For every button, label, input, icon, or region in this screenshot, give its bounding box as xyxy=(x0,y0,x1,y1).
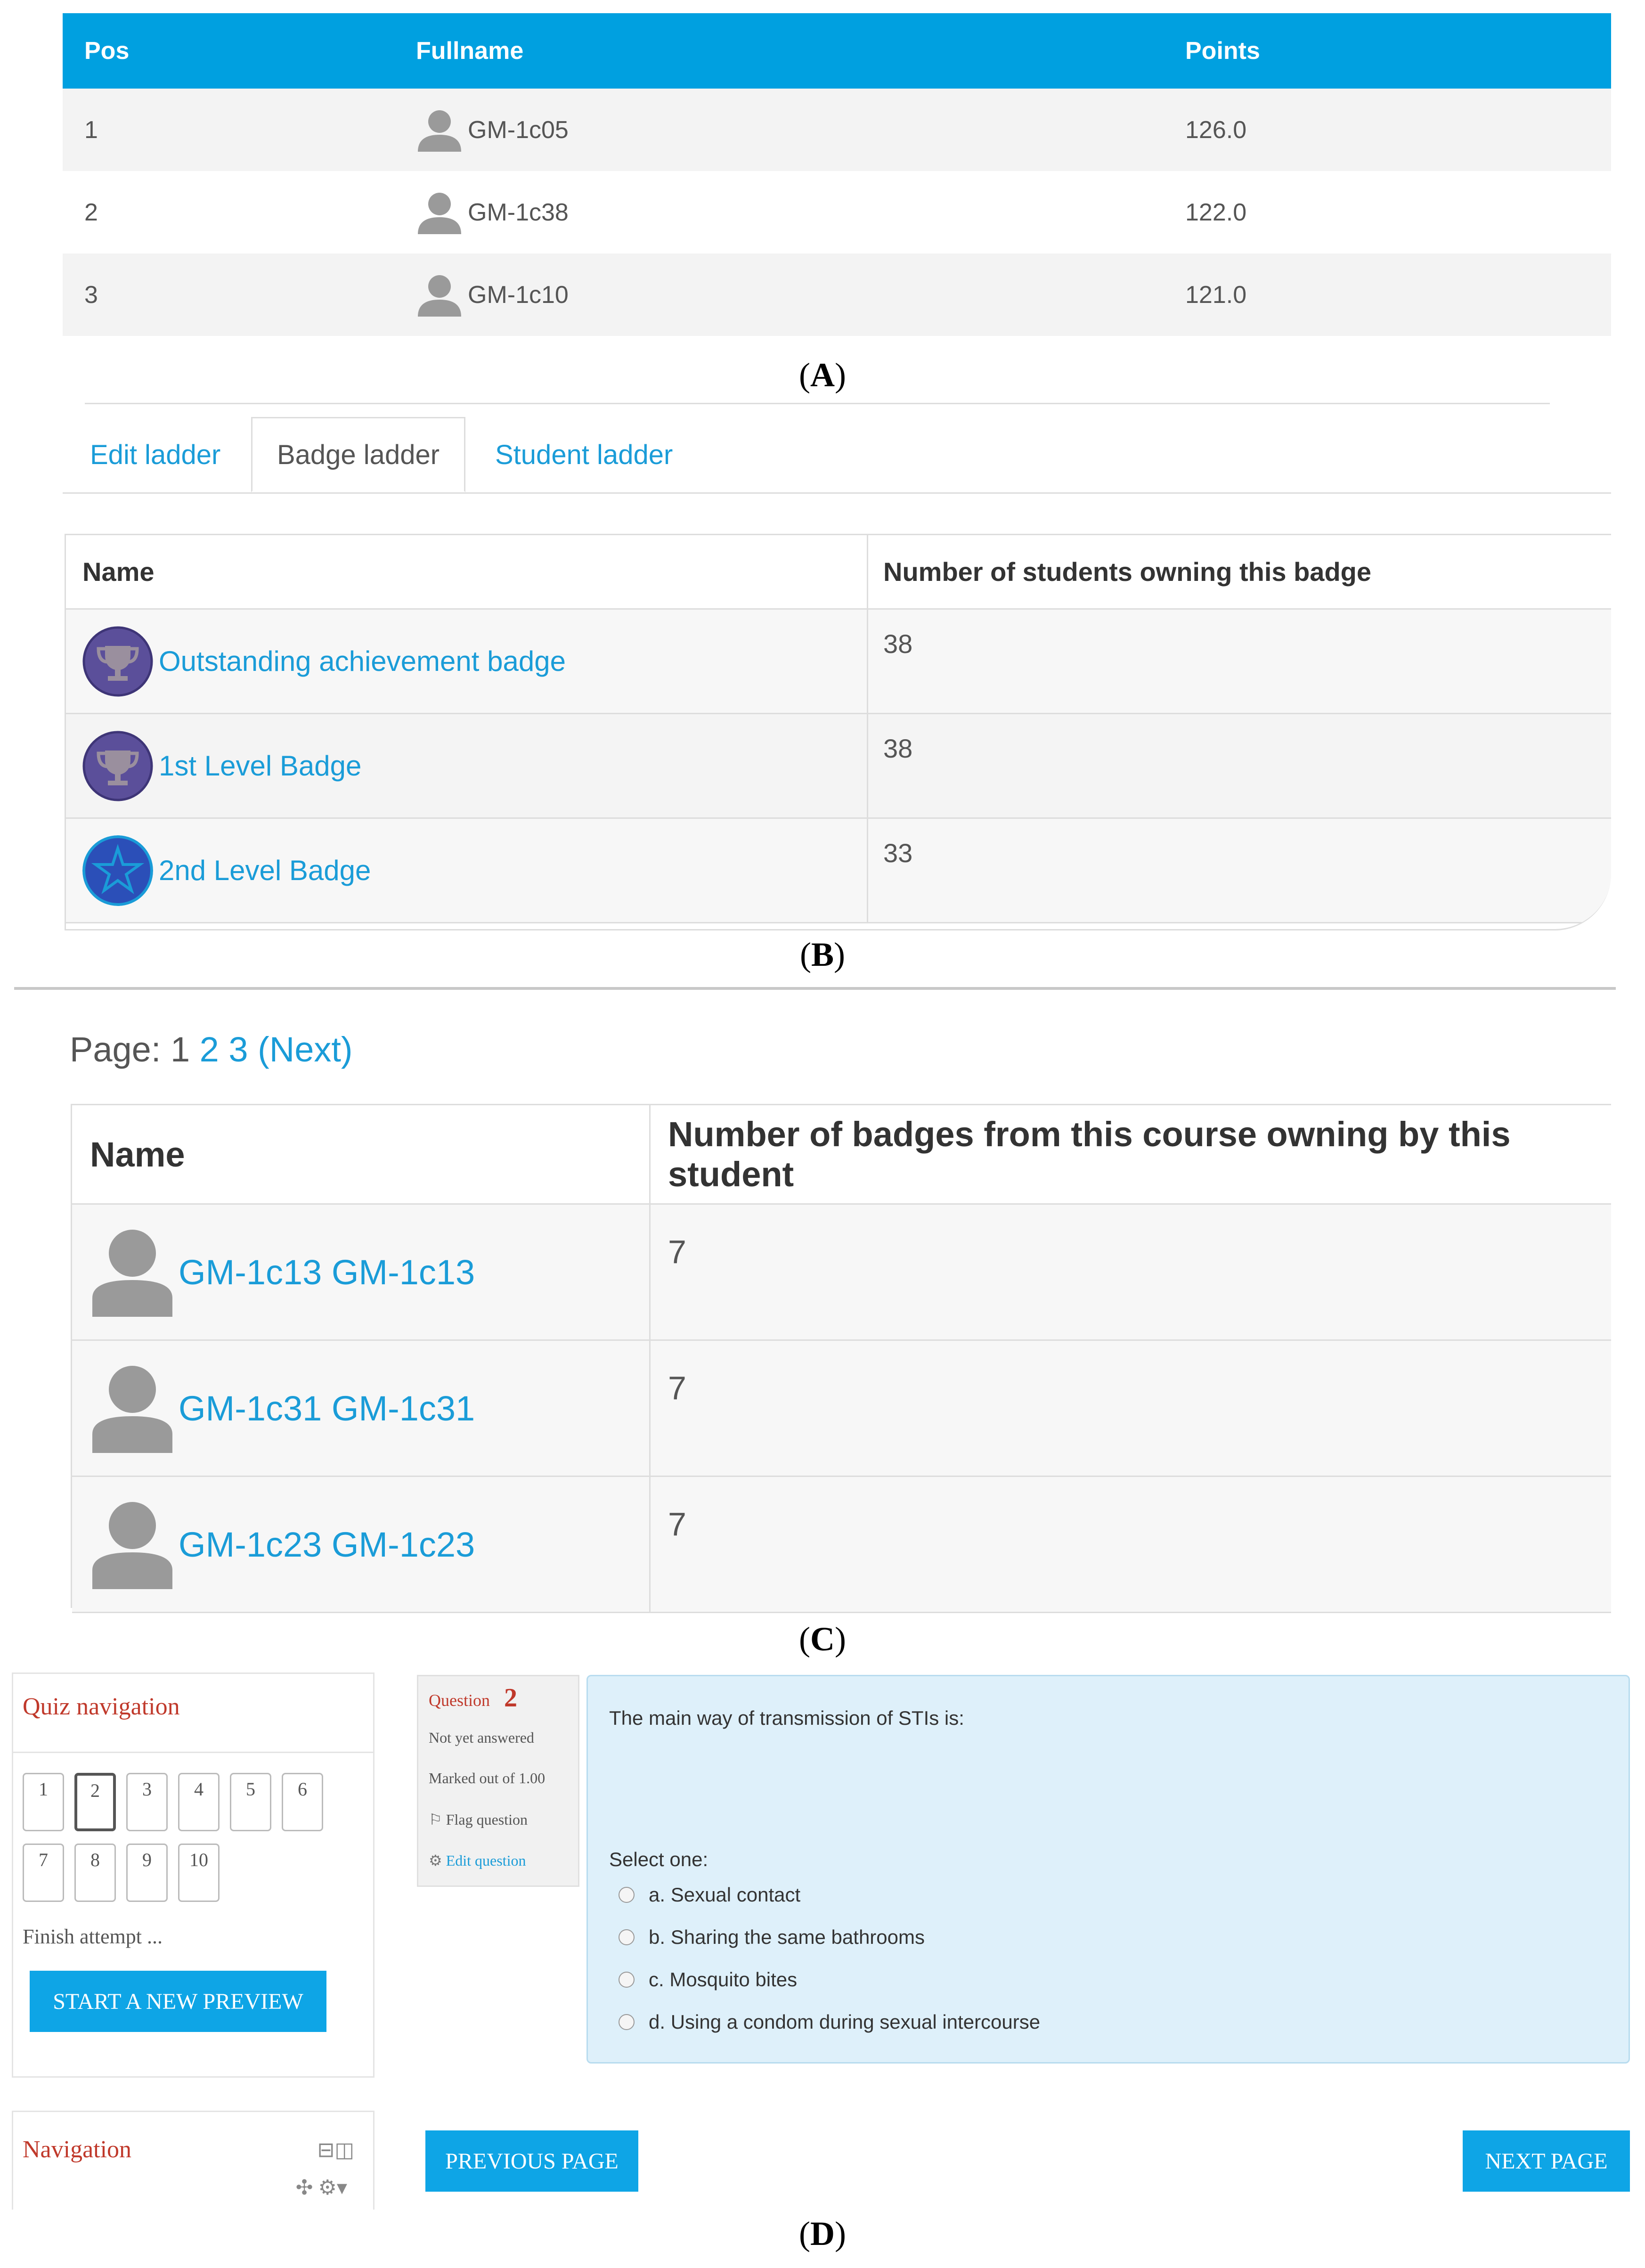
flag-icon: ⚐ xyxy=(429,1811,442,1828)
divider xyxy=(85,403,1550,404)
column-divider xyxy=(867,714,868,817)
badge-count: 38 xyxy=(883,734,913,763)
trophy-icon xyxy=(82,626,153,697)
answer-option-a[interactable] xyxy=(619,1884,800,1906)
column-divider xyxy=(867,610,868,713)
row-points: 121.0 xyxy=(1185,281,1247,309)
question-button-5[interactable]: 5 xyxy=(230,1773,271,1831)
page-current: 1 xyxy=(170,1030,190,1069)
answer-option-c[interactable] xyxy=(619,1968,797,1991)
option-label: b. Sharing the same bathrooms xyxy=(649,1926,925,1948)
student-badge-count: 7 xyxy=(668,1233,686,1270)
divider xyxy=(13,1752,373,1753)
caption-c: (C) xyxy=(799,1620,846,1658)
question-content xyxy=(586,1675,1630,2064)
previous-page-button[interactable]: PREVIOUS PAGE xyxy=(425,2130,638,2192)
answer-option-d[interactable] xyxy=(619,2011,1040,2033)
user-avatar-icon xyxy=(90,1500,175,1589)
next-page-button[interactable]: NEXT PAGE xyxy=(1463,2130,1630,2192)
table-row xyxy=(66,819,1611,923)
leaderboard-header xyxy=(63,13,1611,89)
row-points: 122.0 xyxy=(1185,198,1247,226)
header-count: Number of badges from this course owning by this student xyxy=(668,1115,1511,1194)
header-points: Points xyxy=(1185,37,1260,65)
question-button-8[interactable]: 8 xyxy=(74,1844,116,1902)
page-next-link[interactable]: (Next) xyxy=(258,1030,353,1069)
student-name: GM-1c23 GM-1c23 xyxy=(179,1525,475,1564)
table-row xyxy=(63,89,1611,171)
caption-b: (B) xyxy=(800,936,845,973)
start-new-preview-button[interactable]: START A NEW PREVIEW xyxy=(30,1971,326,2032)
badge-name: Outstanding achievement badge xyxy=(159,645,566,677)
row-fullname xyxy=(416,89,569,171)
star-icon xyxy=(82,835,153,906)
tab-edit-ladder[interactable]: Edit ladder xyxy=(90,439,221,470)
student-badge-count: 7 xyxy=(668,1370,686,1406)
page-link-2[interactable]: 2 xyxy=(199,1030,219,1069)
leaderboard-table xyxy=(63,13,1611,336)
table-row xyxy=(66,714,1611,819)
page-link-3[interactable]: 3 xyxy=(228,1030,248,1069)
header-fullname: Fullname xyxy=(416,37,524,65)
student-table xyxy=(71,1104,1611,1608)
table-row xyxy=(72,1477,1611,1613)
row-pos: 1 xyxy=(84,116,98,144)
navigation-title: Navigation xyxy=(23,2136,132,2163)
question-info-panel xyxy=(417,1675,579,1887)
question-button-6[interactable]: 6 xyxy=(282,1773,323,1831)
user-avatar-icon xyxy=(416,108,463,152)
user-name: GM-1c10 xyxy=(468,281,569,309)
answer-option-b[interactable] xyxy=(619,1926,925,1949)
badge-table-header xyxy=(66,535,1611,610)
caption-a: (A) xyxy=(799,356,846,394)
tab-student-ladder[interactable]: Student ladder xyxy=(495,439,673,470)
header-count: Number of students owning this badge xyxy=(883,557,1371,587)
user-name: GM-1c05 xyxy=(468,116,569,144)
row-points: 126.0 xyxy=(1185,116,1247,144)
radio-button[interactable] xyxy=(619,2014,635,2030)
student-table-header xyxy=(72,1105,1611,1205)
quiz-navigation-title: Quiz navigation xyxy=(23,1693,180,1720)
edit-question-link[interactable] xyxy=(429,1852,526,1869)
question-button-2[interactable]: 2 xyxy=(74,1773,116,1831)
badge-table xyxy=(65,534,1611,930)
flag-question-link[interactable] xyxy=(429,1811,528,1828)
user-avatar-icon xyxy=(416,191,463,234)
navigation-block xyxy=(12,2111,375,2210)
user-avatar-icon xyxy=(90,1363,175,1453)
user-avatar-icon xyxy=(416,273,463,317)
tab-badge-ladder[interactable]: Badge ladder xyxy=(251,417,465,492)
column-divider xyxy=(649,1105,651,1203)
column-divider xyxy=(649,1341,651,1476)
header-name: Name xyxy=(90,1134,185,1174)
badge-link[interactable] xyxy=(82,610,566,713)
select-one-label: Select one: xyxy=(609,1848,708,1870)
badge-name: 1st Level Badge xyxy=(159,750,362,782)
student-badge-count: 7 xyxy=(668,1506,686,1542)
flag-question-label: Flag question xyxy=(446,1811,528,1828)
question-button-10[interactable]: 10 xyxy=(178,1844,220,1902)
student-link[interactable] xyxy=(90,1477,475,1612)
column-divider xyxy=(867,535,868,608)
finish-attempt-link[interactable]: Finish attempt ... xyxy=(23,1925,163,1948)
question-marks: Marked out of 1.00 xyxy=(429,1770,546,1787)
column-divider xyxy=(649,1477,651,1612)
student-link[interactable] xyxy=(90,1205,475,1339)
question-button-1[interactable]: 1 xyxy=(23,1773,64,1831)
badge-name: 2nd Level Badge xyxy=(159,855,371,886)
option-label: c. Mosquito bites xyxy=(649,1968,798,1991)
option-label: d. Using a condom during sexual intercourse xyxy=(649,2011,1041,2033)
student-name: GM-1c13 GM-1c13 xyxy=(179,1252,475,1292)
table-row xyxy=(66,610,1611,714)
table-row xyxy=(72,1205,1611,1341)
question-status: Not yet answered xyxy=(429,1729,534,1746)
column-divider xyxy=(649,1205,651,1339)
radio-button[interactable] xyxy=(619,1929,635,1945)
column-divider xyxy=(867,819,868,922)
question-button-9[interactable]: 9 xyxy=(126,1844,168,1902)
header-name: Name xyxy=(82,557,155,587)
question-number: 2 xyxy=(504,1683,517,1713)
table-row xyxy=(63,253,1611,336)
student-name: GM-1c31 GM-1c31 xyxy=(179,1388,475,1428)
badge-count: 33 xyxy=(883,838,913,868)
question-text: The main way of transmission of STIs is: xyxy=(609,1707,964,1729)
table-row xyxy=(72,1341,1611,1477)
question-label: Question xyxy=(429,1691,490,1710)
badge-link[interactable] xyxy=(82,819,371,922)
question-button-7[interactable]: 7 xyxy=(23,1844,64,1902)
user-avatar-icon xyxy=(90,1227,175,1317)
quiz-navigation-block xyxy=(12,1672,375,2078)
header-pos: Pos xyxy=(84,37,130,65)
row-fullname xyxy=(416,253,569,336)
divider xyxy=(14,987,1616,990)
row-fullname xyxy=(416,171,569,253)
option-label: a. Sexual contact xyxy=(649,1884,801,1906)
student-link[interactable] xyxy=(90,1341,475,1476)
move-gear-icon[interactable]: ✣ ⚙▾ xyxy=(295,2176,347,2199)
ladder-tabs xyxy=(63,417,1611,494)
row-pos: 2 xyxy=(84,198,98,226)
page-label: Page: xyxy=(70,1030,161,1069)
pagination xyxy=(70,1029,353,1069)
user-name: GM-1c38 xyxy=(468,198,569,226)
badge-count: 38 xyxy=(883,629,913,659)
radio-button[interactable] xyxy=(619,1887,635,1903)
row-pos: 3 xyxy=(84,281,98,309)
trophy-icon xyxy=(82,731,153,801)
block-dock-icons[interactable]: ⊟◫ xyxy=(317,2138,354,2162)
gear-icon: ⚙ xyxy=(429,1852,442,1869)
table-row xyxy=(63,171,1611,253)
question-button-3[interactable]: 3 xyxy=(126,1773,168,1831)
caption-d: (D) xyxy=(799,2215,846,2252)
question-button-4[interactable]: 4 xyxy=(178,1773,220,1831)
badge-link[interactable] xyxy=(82,714,361,817)
radio-button[interactable] xyxy=(619,1972,635,1988)
edit-question-label: Edit question xyxy=(446,1852,526,1869)
